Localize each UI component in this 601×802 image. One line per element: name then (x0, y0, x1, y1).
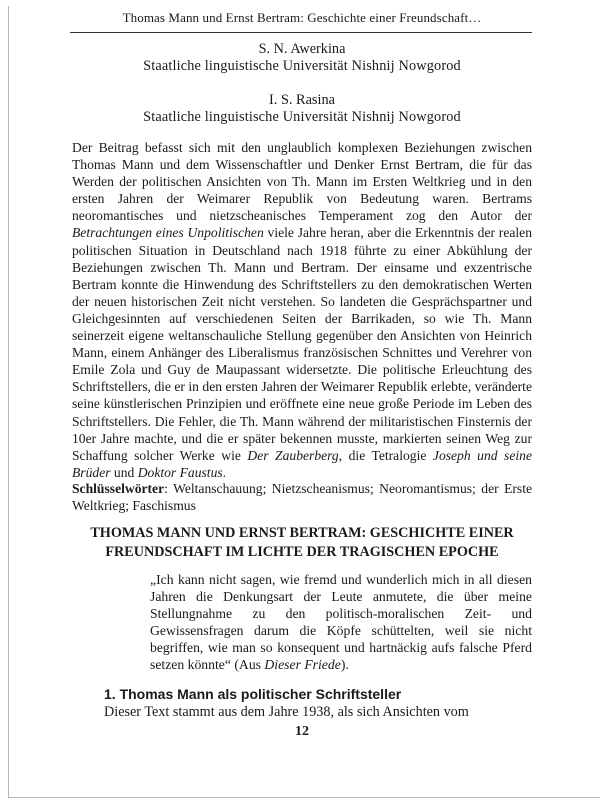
author-block-2 (72, 92, 532, 126)
page-number: 12 (295, 724, 309, 739)
abstract-text: , die Tetralogie (338, 447, 433, 463)
epigraph-end: ). (340, 657, 349, 673)
book-title: Der Zauberberg (247, 447, 339, 463)
author-name: S. N. Awerkina (258, 41, 346, 57)
author-affiliation: Staatliche linguistische Universität Nishnij Nowgorod (143, 109, 461, 125)
subheading: 1. Thomas Mann als politischer Schriftsteller (104, 686, 402, 702)
book-title: Joseph und seine Brüder (72, 447, 532, 480)
body-text: Dieser Text stammt aus dem Jahre 1938, als sich Ansichten vom (104, 704, 469, 720)
running-head: Thomas Mann und Ernst Bertram: Geschichte einer Freundschaft… (122, 10, 482, 25)
abstract-text: und (110, 464, 138, 480)
section-title: THOMAS MANN UND ERNST BERTRAM: GESCHICHTE EINER FREUNDSCHAFT IM LICHTE DER TRAGISCHEN EPOCHE (90, 525, 514, 560)
epigraph-quote: „Ich kann nicht sagen, wie fremd und wunderlich mich in all diesen Jahren die Denkungsart der Leute anmutete, die über meine Stellungnahme zu den politisch-moralischen Zeit- und Gewissensfragen darum die Köpfe schüttelten, weil sie nicht begriffen, wie man so konsequent und hartnäckig aufs falsche Pferd setzen könnte“ (Aus (150, 572, 532, 673)
abstract-text: . (222, 464, 227, 480)
author-name: I. S. Rasina (269, 92, 335, 108)
header-rule (70, 32, 532, 33)
page-border-left (8, 6, 9, 798)
book-title: Betrachtungen eines Unpolitischen (72, 225, 264, 241)
author-affiliation: Staatliche linguistische Universität Nishnij Nowgorod (143, 58, 461, 74)
epigraph-source: Dieser Friede (264, 657, 341, 673)
keywords-text: : Weltanschauung; Nietzscheanismus; Neoromantismus; der Erste Weltkrieg; Faschismus (72, 481, 532, 514)
abstract (72, 139, 532, 481)
abstract-text: Der Beitrag befasst sich mit den unglaublich komplexen Beziehungen zwischen Thomas Mann und dem Wissenschaftler und Denker Ernst Bertram, die für das Werden der politischen Ansichten von Th. Mann im Ersten Weltkrieg und in den ersten Jahren der Weimarer Republik von Bedeutung waren. Bertrams neoromantisches und nietzscheanisches Temperament zog den Autor der (72, 140, 532, 224)
book-title: Doktor Faustus (137, 464, 223, 480)
keywords-label: Schlüsselwörter (72, 481, 165, 496)
author-block-1 (72, 41, 532, 75)
abstract-text: viele Jahre heran, aber die Erkenntnis der realen politischen Situation in Deutschland nach 1918 führte zu einer Abkühlung der Beziehungen zwischen Th. Mann und Bertram. Der einsame und exzentrische Bertram konnte die Hinwendung des Schriftstellers zu den demokratischen Werten der neuen historischen Zeit nicht verstehen. So landeten die Gesprächspartner und Gleichgesinnten auf verschiedenen Seiten der Barrikaden, so wie Th. Mann seinerzeit eigene weltanschauliche Stellung gegenüber den Ansichten von Heinrich Mann, einem Anhänger des Liberalismus französischen Schnittes und Verehrer von Emile Zola und Guy de Maupassant widersetzte. Die politische Erleuchtung des Schriftstellers, die er in den ersten Jahren der Weimarer Republik erlebte, veränderte seine künstlerischen Prinzipien und eröffnete eine neue große Periode im Leben des Schriftstellers. Die Fehler, die Th. Mann während der militaristischen Finsternis der 10er Jahre machte, und die er später bekennen musste, markierten seinen Weg zur Schaffung solcher Werke wie (72, 225, 533, 463)
keywords (72, 480, 532, 514)
page-border-bottom (8, 797, 600, 798)
epigraph (150, 571, 532, 674)
